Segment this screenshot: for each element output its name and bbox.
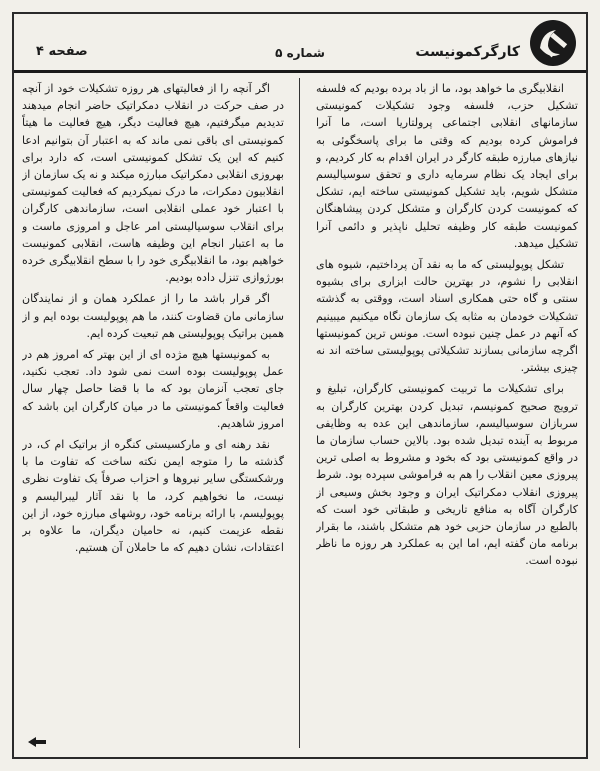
header-rule bbox=[14, 70, 586, 73]
issue-number: شماره ۵ bbox=[275, 46, 325, 60]
paragraph: اگر قرار باشد ما را از عملکرد همان و از نمایندگان سازمانی مان قضاوت کنند، ما هم پوپولیست بوده ایم و از همین براتیک پوپولیستی هم تبعیت کرده ایم. bbox=[22, 292, 284, 340]
paragraph: نقد رهنه ای و مارکسیستی کنگره از براتیک ام ک، در گذشته ما را متوجه ایمن نکته ساخت که تفاوت ما با ورشکستگی سایر نیروها و احزاب صرفاً یک تفاوت نظری نیست، ما نخواهیم کرد، ما با نقد آثار لیبرالیسم و پوپولیسم، با ارائه برنامه خود، روشهای مبارزه خود، از این نقطه عزیمت کنیم، نه حامیان دیگران، ما علاوه بر اعتقادات، نشان دهیم که ما حاملان آن هستیم. bbox=[22, 438, 284, 555]
page-number: صفحه ۴ bbox=[36, 44, 88, 59]
column-right bbox=[316, 80, 578, 740]
paragraph: تشکل پوپولیستی که ما به نقد آن پرداختیم، شیوه های انقلابی را نشوم، در بهترین حالت ابزاری برای بشیوه سنتی و گاه حتی همکاری اسناد است، ووقتی به گذشته تشکیلات خودمان به مثابه یک سازمان نگاه میکنیم میبینیم که آنهم در عمل چنین نبوده است. مونس ترین کمونیستها اگرچه سازمانی بسازند تشکیلاتی پوپولیستی ساخته اند نه چیزی بیشتر. bbox=[316, 258, 578, 375]
paragraph: انقلابیگری ما خواهد بود، ما از باد برده بودیم که فلسفه تشکیل حزب، فلسفه وجود تشکیلات کمونیستی سازمانهای انقلابی اجتماعی پرولتاریا است، ما آنرا فراموش کرده بودیم که وقتی ما برای پاسخگوئی به نیازهای مبارزه طبقه کارگر در ایران اقدام به کار کردیم، و برای ایجاد یک نظام سرمایه داری و تحقق سوسیالیسم متشکل شویم، باید تشکیل کمونیستی ساخته ایم، تشکل که کمونیست کردن کارگران و متشکل کردن پیشاهنگان کمونیست طبقه کار وظیفه تحلیل ناپذیر و دائمی آنرا تشکیل میدهد. bbox=[316, 82, 578, 250]
column-divider bbox=[299, 78, 300, 748]
hammer-sickle-icon bbox=[526, 18, 580, 68]
continue-arrow-icon bbox=[26, 736, 48, 748]
paragraph: به کمونیستها هیچ مژده ای از این بهتر که امروز هم در عمل پوپولیست بوده است نمی شود داد. تعجب نکنید، جای تعجب آنزمان بود که ما با قضا حاصل چهار سال فعالیت واقعاً کمونیستی ما در میان کارگران این باشد که امروز شاهدیم. bbox=[22, 348, 284, 430]
paragraph: اگر آنچه را از فعالیتهای هر روزه تشکیلات خود از آنچه در صف حرکت در انقلاب دمکراتیک حاضر انجام میدهند تدیدیم میگرفتیم، هیچ فعالیت دیگر، هیچ فعالیت ما هیتاً کمونیستی ای باقی نمی ماند که به اعتبار آن بتوانیم ادعا کنیم که این یک تشکل کمونیستی است، که دارد برای بهروزی انقلابی دمکراتیک مبارزه میکند و نه یک سازمان از انقلابیون دمکرات، ما درک نمیکردیم که فعالیت کمونیستی با اعتبار خود عملی انقلابی است، سازماندهی کارگران برای انقلاب سوسیالیستی امر عاجل و امروزی ماست و ما به اعتبار انجام این وظیفه هاست، انقلابی کمونیست خواهیم بود، ما انقلابیگری خود را با سطح انقلابیگری خرده بورژوازی تنزل داده بودیم. bbox=[22, 82, 284, 285]
paragraph: برای تشکیلات ما تربیت کمونیستی کارگران، تبلیغ و ترویج صحیح کمونیسم، تبدیل کردن بهترین کارگران به سربازان سوسیالیسم، سازماندهی این عده به وظایفی مربوط به آینده تبدیل شده بود. بالاین حساب سازمان ما در واقع کمونیستی بود که بخود و مشروط به اصلی ترین پیروزی معین انقلاب را هم به فراموشی سپرده بود. شرط پیروزی انقلاب دمکراتیک ایران و وجود بخش وسیعی از کارگران آگاه به منافع تاریخی و طبقاتی خود است که بالطبع در سازمان حزبی خود هم متشکل باشند، ما بقرار برنامه مان گفته ایم، اما این به عملکرد هر روزه ما ناظر نبوده است. bbox=[316, 382, 578, 568]
page-header bbox=[14, 14, 586, 72]
masthead-title: کارگرکمونیست bbox=[415, 44, 520, 60]
column-left bbox=[22, 80, 284, 740]
